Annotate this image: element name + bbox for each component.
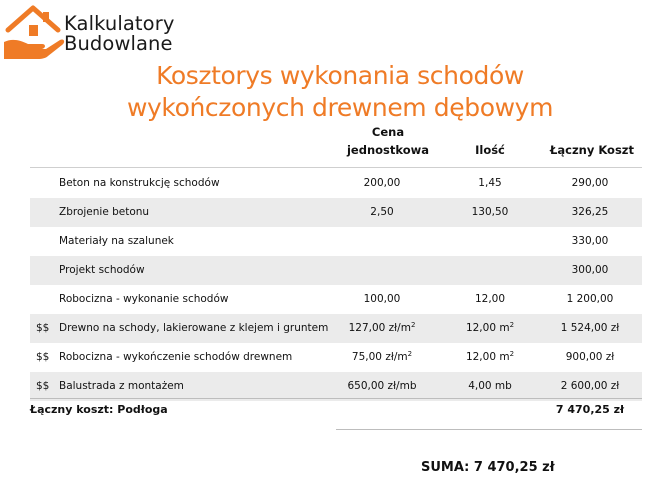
row-quantity-unit-exponent: 2 (509, 321, 515, 329)
header-total: Łączny Koszt (550, 143, 634, 157)
row-total (542, 372, 638, 401)
row-marker (36, 372, 49, 401)
summary-value: 7 470,25 zł (555, 403, 625, 416)
row-item-name-text: Zbrojenie betonu (59, 206, 150, 218)
table-row (30, 198, 642, 227)
row-unit-price (330, 372, 434, 401)
row-quantity-unit-exponent: 2 (509, 350, 515, 358)
table-row (30, 372, 642, 401)
logo (2, 4, 202, 60)
row-marker-text: $$ (36, 351, 50, 363)
row-total (542, 227, 638, 256)
row-total (542, 198, 638, 227)
row-total-text: 900,00 zł (565, 351, 615, 363)
table-row (30, 169, 642, 198)
row-marker-text: $$ (36, 380, 50, 392)
row-quantity (438, 372, 542, 401)
row-unit-price-text: 100,00 (363, 293, 401, 305)
row-item-name (59, 285, 228, 314)
summary-bottom-divider (336, 429, 642, 430)
row-total (542, 256, 638, 285)
row-quantity-text: 12,00 (474, 293, 506, 305)
row-total-text: 326,25 (571, 206, 609, 218)
house-in-hand-icon (2, 4, 66, 60)
row-total-text: 330,00 (571, 235, 609, 247)
row-item-name (59, 198, 149, 227)
logo-line2: Budowlane (64, 32, 173, 55)
row-total (542, 285, 638, 314)
row-quantity (438, 314, 542, 343)
page-title-line1: Kosztorys wykonania schodów (156, 61, 524, 90)
row-total (542, 343, 638, 372)
row-unit-price (330, 314, 434, 343)
row-marker (36, 314, 49, 343)
row-marker-text: $$ (36, 322, 50, 334)
header-price (330, 123, 446, 159)
row-total-text: 1 200,00 (566, 293, 614, 305)
table-row (30, 343, 642, 372)
row-item-name-text: Robocizna - wykonanie schodów (59, 293, 229, 305)
row-total-text: 290,00 (571, 177, 609, 189)
row-item-name-text: Drewno na schody, lakierowane z klejem i gruntem (59, 322, 329, 334)
row-total-text: 2 600,00 zł (560, 380, 620, 392)
row-quantity (438, 285, 542, 314)
row-total (542, 169, 638, 198)
table-row (30, 285, 642, 314)
row-unit-price-text: 650,00 zł/mb (347, 380, 417, 392)
row-unit-price-text: 200,00 (363, 177, 401, 189)
row-item-name-text: Beton na konstrukcję schodów (59, 177, 220, 189)
row-quantity-text: 12,00 m (465, 351, 510, 363)
row-total-text: 300,00 (571, 264, 609, 276)
row-quantity-text: 12,00 m (465, 322, 510, 334)
row-item-name (59, 169, 220, 198)
grand-total: SUMA: 7 470,25 zł (421, 460, 555, 475)
header-divider (30, 167, 642, 168)
row-unit-price-text: 75,00 zł/m (351, 351, 408, 363)
row-quantity (438, 169, 542, 198)
row-item-name (59, 256, 145, 285)
row-item-name-text: Materiały na szalunek (59, 235, 174, 247)
row-item-name (59, 314, 328, 343)
row-quantity (438, 227, 542, 256)
row-unit-price (330, 169, 434, 198)
row-quantity-text: 1,45 (478, 177, 502, 189)
row-total (542, 314, 638, 343)
row-unit-price (330, 343, 434, 372)
row-item-name-text: Balustrada z montażem (59, 380, 184, 392)
row-quantity (438, 343, 542, 372)
summary-divider (30, 398, 642, 399)
row-unit-price (330, 198, 434, 227)
row-quantity (438, 198, 542, 227)
row-unit-price (330, 285, 434, 314)
header-price-line2: jednostkowa (346, 143, 430, 157)
row-total-text: 1 524,00 zł (560, 322, 620, 334)
row-quantity-text: 130,50 (471, 206, 509, 218)
row-unit-price (330, 227, 434, 256)
row-quantity (438, 256, 542, 285)
table-row (30, 227, 642, 256)
row-unit-price (330, 256, 434, 285)
row-unit-price-text: 127,00 zł/m (348, 322, 411, 334)
row-item-name-text: Robocizna - wykończenie schodów drewnem (59, 351, 293, 363)
row-unit-price-unit-exponent: 2 (410, 321, 416, 329)
logo-line1: Kalkulatory (64, 12, 175, 35)
header-qty: Ilość (475, 143, 505, 157)
summary-label: Łączny koszt: Podłoga (30, 403, 168, 416)
row-item-name (59, 227, 174, 256)
table-row (30, 314, 642, 343)
row-unit-price-text: 2,50 (370, 206, 394, 218)
row-marker (36, 343, 49, 372)
page-title-line2: wykończonych drewnem dębowym (126, 93, 554, 122)
row-quantity-text: 4,00 mb (468, 380, 512, 392)
row-unit-price-unit-exponent: 2 (407, 350, 413, 358)
header-price-line1: Cena (371, 125, 405, 139)
row-item-name (59, 372, 184, 401)
table-row (30, 256, 642, 285)
row-item-name-text: Projekt schodów (59, 264, 145, 276)
row-item-name (59, 343, 292, 372)
